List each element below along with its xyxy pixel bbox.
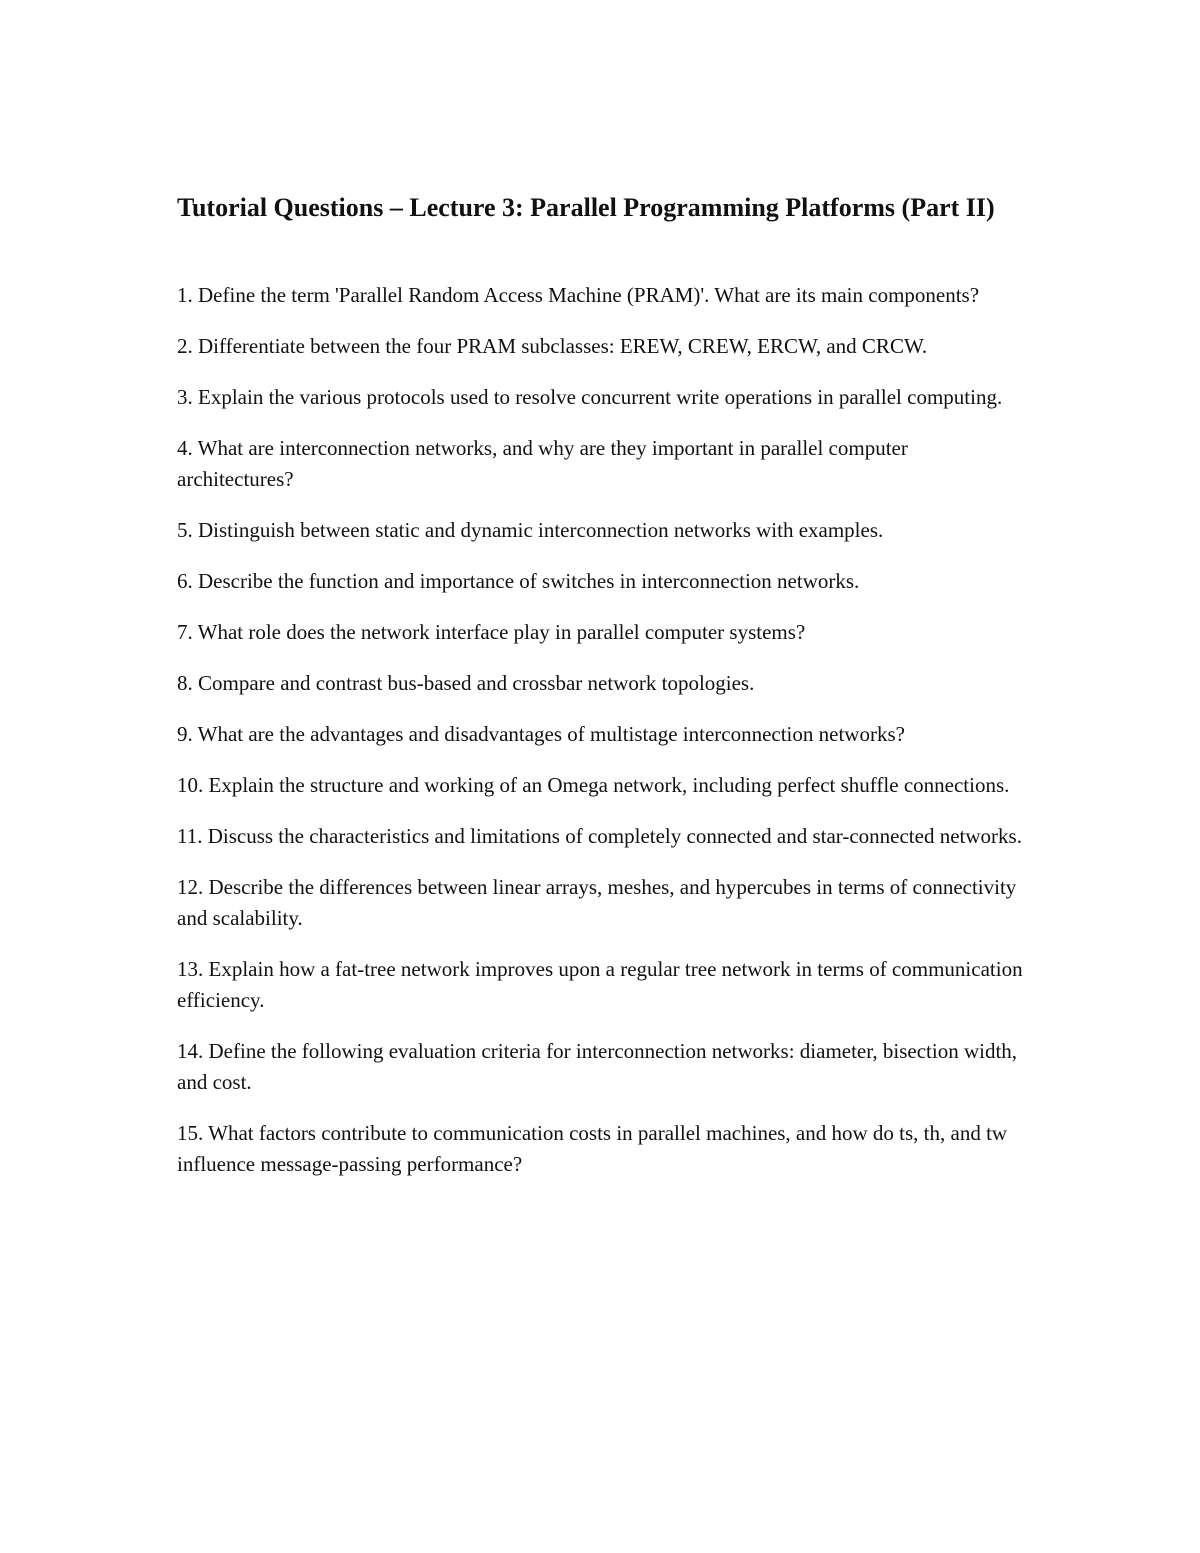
question-5: 5. Distinguish between static and dynamic interconnection networks with examples. <box>177 518 884 542</box>
question-7: 7. What role does the network interface play in parallel computer systems? <box>177 620 806 644</box>
question-15: 15. What factors contribute to communication costs in parallel machines, and how do ts, th, and tw influence message-passing performance? <box>177 1121 1008 1176</box>
question-list <box>177 280 1027 1180</box>
question-12: 12. Describe the differences between linear arrays, meshes, and hypercubes in terms of connectivity and scalability. <box>177 875 1017 930</box>
question-2: 2. Differentiate between the four PRAM subclasses: EREW, CREW, ERCW, and CRCW. <box>177 334 928 358</box>
question-3: 3. Explain the various protocols used to resolve concurrent write operations in parallel computing. <box>177 385 1003 409</box>
question-6: 6. Describe the function and importance of switches in interconnection networks. <box>177 569 860 593</box>
document-body <box>177 190 1027 1200</box>
question-4: 4. What are interconnection networks, and why are they important in parallel computer architectures? <box>177 436 908 491</box>
question-10: 10. Explain the structure and working of an Omega network, including perfect shuffle connections. <box>177 773 1010 797</box>
question-13: 13. Explain how a fat-tree network improves upon a regular tree network in terms of communication efficiency. <box>177 957 1023 1012</box>
question-8: 8. Compare and contrast bus-based and crossbar network topologies. <box>177 671 755 695</box>
question-9: 9. What are the advantages and disadvantages of multistage interconnection networks? <box>177 722 905 746</box>
question-11: 11. Discuss the characteristics and limitations of completely connected and star-connected networks. <box>177 824 1022 848</box>
question-14: 14. Define the following evaluation criteria for interconnection networks: diameter, bisection width, and cost. <box>177 1039 1018 1094</box>
question-1: 1. Define the term 'Parallel Random Access Machine (PRAM)'. What are its main components? <box>177 283 980 307</box>
page-title: Tutorial Questions – Lecture 3: Parallel Programming Platforms (Part II) <box>177 193 995 222</box>
